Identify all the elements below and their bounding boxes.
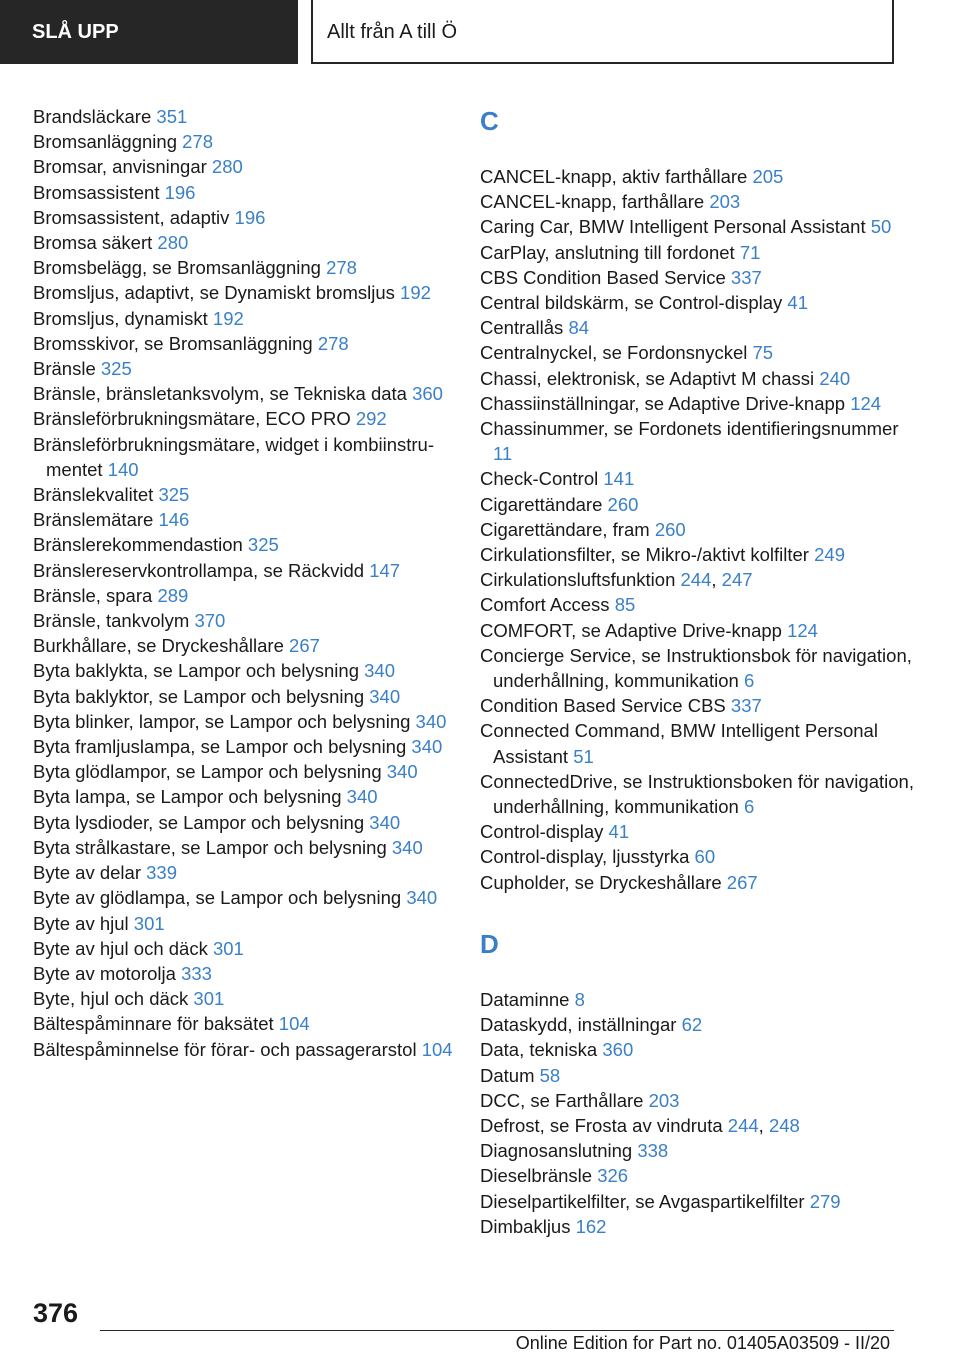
index-entry [33,482,453,507]
index-entry [33,1011,453,1036]
index-entry [33,1037,453,1062]
index-entry [480,1063,920,1088]
index-entry-term: Byte, hjul och däck [33,988,189,1010]
index-entry-term: Data, tekniska [480,1039,598,1061]
page-reference-link[interactable]: 141 [603,468,635,490]
page-reference-link[interactable]: 147 [369,559,401,581]
page-reference-link[interactable]: 301 [212,937,244,959]
index-entry [33,255,453,280]
index-entry [33,406,453,431]
index-entry-term: Centrallås [480,317,564,339]
index-entry [33,784,453,809]
page-reference-link[interactable]: 249 [814,544,845,566]
page-reference-link[interactable]: 289 [157,584,189,606]
page-reference-link[interactable]: 146 [158,509,190,531]
page-number: 376 [33,1298,79,1328]
page-reference-link[interactable]: 205 [752,166,784,187]
page-reference-link[interactable]: 278 [317,332,349,354]
page-reference-link[interactable]: 325 [158,484,190,506]
index-entry-term: Byta framljuslampa, se Lampor och belysning [33,736,407,758]
index-entry-term: Comfort Access [480,594,610,616]
page-reference-link[interactable]: 60 [694,846,716,868]
index-entry-term: Byta glödlampor, se Lampor och belysning [33,761,382,783]
index-entry [33,381,453,406]
index-entry [480,416,920,466]
index-entry [33,709,453,734]
index-entry-term: Defrost, se Frosta av vindruta [480,1114,723,1136]
index-entry-term: Dimbakljus [480,1215,571,1237]
page-reference-link[interactable]: 247 [721,569,753,591]
index-entry-term: Chassiinställningar, se Adaptive Drive-knapp [480,392,846,414]
page-reference-link[interactable]: 280 [157,232,189,254]
index-entry-term: Bromsassistent, adaptiv [33,206,230,228]
page-reference-link[interactable]: 301 [193,988,225,1010]
index-entry-term: Bromsskivor, se Bromsanläggning [33,332,313,354]
page-reference-link[interactable]: 325 [247,534,279,556]
page-reference-link[interactable]: 279 [809,1190,841,1212]
index-entry [33,835,453,860]
index-entry [480,265,920,290]
index-entry [33,180,453,205]
index-column-right [480,100,920,1239]
page-reference-link[interactable]: 267 [289,635,320,657]
index-entry-term: Byte av glödlampa, se Lampor och belysning [33,887,402,909]
index-entry-term: Byta lysdioder, se Lampor och belysning [33,811,365,833]
index-entry [33,507,453,532]
index-entry-term: Cirkulationsluftsfunktion [480,569,676,591]
index-entry-term: Bromsassistent [33,181,160,203]
index-entry [480,1163,920,1188]
index-entry [33,356,453,381]
index-entry [33,532,453,557]
index-entry-term: Bränslemätare [33,509,154,531]
page-reference-link[interactable]: 162 [575,1215,607,1237]
index-entry-term: Bromsljus, dynamiskt [33,307,208,329]
index-entry: Cirkulationsluftsfunktion 244, 247 [480,569,753,591]
index-entry-term: Bränslerekommendastion [33,534,243,556]
index-entry [480,315,920,340]
index-entry-term: Cigarettändare, fram [480,518,650,540]
index-entry-term: Cirkulationsfilter, se Mikro-/aktivt kolfilter [480,544,809,566]
index-entry-term: CANCEL-knapp, farthållare [480,191,705,213]
index-entry [33,129,453,154]
index-entry [480,1037,920,1062]
index-entry [33,104,453,129]
index-entry [480,517,920,542]
page-reference-link[interactable]: 370 [194,610,226,632]
index-entry [33,810,453,835]
index-entry [480,1012,920,1037]
index-column-left [33,104,453,1062]
page-reference-link[interactable]: 340 [415,710,447,732]
index-entry [480,366,920,391]
index-entry-term: Chassinummer, se Fordonets identifieringsnummer [480,418,899,440]
index-entry-term: Bränsle [33,358,96,380]
index-entry-term: COMFORT, se Adaptive Drive-knapp [480,619,782,641]
page-reference-link[interactable]: 50 [870,216,892,238]
page-reference-link[interactable]: 338 [637,1140,669,1162]
index-entry-term: Control-display, ljusstyrka [480,846,690,868]
page-reference-link[interactable]: 240 [819,367,851,389]
index-entry-term: Dataminne [480,988,570,1010]
index-entry [33,936,453,961]
index-entry-term: Bränsleförbrukningsmätare, ECO PRO [33,408,351,430]
index-entry-term: Bränslereservkontrollampa, se Räckvidd [33,559,365,581]
page-reference-link[interactable]: 196 [164,181,196,203]
index-entry-term: Cupholder, se Dryckeshållare [480,871,722,893]
index-entry-term: Bromsar, anvisningar [33,156,207,178]
index-entry [33,734,453,759]
page-reference-link[interactable]: 280 [211,156,243,178]
page-reference-link[interactable]: 333 [181,962,212,984]
index-entry [480,987,920,1012]
page-reference-link[interactable]: 6 [743,796,755,818]
index-entry [33,986,453,1011]
index-entry-term: Bränsle, spara [33,584,153,606]
index-entry [480,492,920,517]
index-entry-term: Bränsleförbrukningsmätare, widget i kombiinstrumentet [33,433,435,480]
page-reference-link[interactable]: 340 [406,887,438,909]
index-entry [480,769,920,819]
index-entry-term: Bränsle, tankvolym [33,610,190,632]
index-entry-term: Control-display [480,821,604,843]
index-entry [33,331,453,356]
index-entry [480,1088,920,1113]
index-entry-term: Caring Car, BMW Intelligent Personal Assistant [480,216,866,238]
index-entry [33,558,453,583]
index-entry [480,391,920,416]
index-entry [33,633,453,658]
index-entry-term: Bromsanläggning [33,131,177,153]
page-reference-link[interactable]: 278 [182,131,213,153]
page-reference-link[interactable]: 326 [597,1165,629,1187]
index-entry [33,885,453,910]
index-entry [480,1214,920,1239]
page-reference-link[interactable]: 340 [386,761,418,783]
index-entry-term: Byte av hjul [33,912,129,934]
section-letter-heading: C [480,106,499,136]
index-entry [480,870,920,895]
index-entry [480,189,920,214]
page-reference-link[interactable]: 71 [739,241,761,263]
page-reference-link[interactable]: 260 [654,518,686,540]
index-entry [480,240,920,265]
index-entry [480,844,920,869]
index-entry-term: Bränsle, bränsletanksvolym, se Tekniska data [33,383,407,405]
index-entry [480,340,920,365]
index-entry-term: Byta strålkastare, se Lampor och belysning [33,836,387,858]
index-entry [33,860,453,885]
index-entry-term: Connected Command, BMW Intelligent Personal Assistant [480,720,878,767]
index-entry-term: Dieselbränsle [480,1165,593,1187]
page-reference-link[interactable]: 11 [493,443,513,465]
index-entry-term: Bromsbelägg, se Bromsanläggning [33,257,321,279]
page-reference-link[interactable]: 340 [369,685,401,707]
index-entry-term: Bältespåminnare för baksätet [33,1013,274,1035]
page-reference-link[interactable]: 292 [355,408,387,430]
index-entry-term: Burkhållare, se Dryckeshållare [33,635,284,657]
header-tabbar [0,0,960,66]
index-entry-term: Bromsljus, adaptivt, se Dynamiskt bromsljus [33,282,395,304]
tab-sla-upp[interactable]: SLÅ UPP [0,0,298,64]
index-entry [480,542,920,567]
page-reference-link[interactable]: 192 [400,282,431,304]
index-entry [33,583,453,608]
index-entry [33,911,453,936]
index-entry [33,658,453,683]
index-entry [480,290,920,315]
index-entry-term: Check-Control [480,468,599,490]
page-reference-link[interactable]: 244 [727,1114,759,1136]
index-entry-term: Byta baklyktor, se Lampor och belysning [33,685,365,707]
index-entry [33,684,453,709]
index-entry-term: Condition Based Service CBS [480,695,726,717]
page-reference-link[interactable]: 337 [730,695,762,717]
index-entry-term: Centralnyckel, se Fordonsnyckel [480,342,748,364]
index-entry-term: Datum [480,1064,535,1086]
page-reference-link[interactable]: 325 [100,358,132,380]
index-entry-term: Bältespåminnelse för förar- och passagerarstol [33,1038,417,1060]
page-reference-link[interactable]: 260 [607,493,639,515]
index-entry-term: Diagnosanslutning [480,1140,633,1162]
page-reference-link[interactable]: 267 [726,871,758,893]
page-reference-link[interactable]: 203 [648,1089,680,1111]
page-reference-link[interactable]: 340 [411,736,443,758]
page-reference-link[interactable]: 278 [326,257,357,279]
page-reference-link[interactable]: 6 [743,670,755,692]
page-reference-link[interactable]: 124 [787,619,818,641]
index-entry-term: Dataskydd, inställningar [480,1014,677,1036]
index-entry-term: Dieselpartikelfilter, se Avgaspartikelfilter [480,1190,805,1212]
index-entry-term: Byte av hjul och däck [33,937,208,959]
index-entry [33,432,453,482]
index-entry-term: Byta blinker, lampor, se Lampor och belysning [33,710,411,732]
index-entry-term: DCC, se Farthållare [480,1089,644,1111]
index-entry-term: CBS Condition Based Service [480,266,726,288]
page-reference-link[interactable]: 104 [421,1038,453,1060]
page-reference-link[interactable]: 41 [608,821,630,843]
page-reference-link[interactable]: 58 [539,1064,561,1086]
page-reference-link[interactable]: 360 [412,383,443,405]
index-entry [33,608,453,633]
index-entry [33,230,453,255]
index-entry-term: Concierge Service, se Instruktionsbok för navigation, underhållning, kommunikation [480,644,912,692]
index-entry-term: Byte av motorolja [33,962,176,984]
page-reference-link[interactable]: 84 [568,317,590,339]
index-entry: Defrost, se Frosta av vindruta 244, 248 [480,1114,800,1136]
page-reference-link[interactable]: 244 [680,569,712,591]
page-reference-link[interactable]: 104 [278,1013,310,1035]
page-reference-link[interactable]: 196 [234,206,266,228]
index-entry [480,718,920,768]
index-entry [480,819,920,844]
index-entry [480,618,920,643]
page-reference-link[interactable]: 203 [709,191,741,213]
page-reference-link[interactable]: 140 [107,458,139,480]
footer-edition: Online Edition for Part no. 01405A03509 - II/20 [515,1333,890,1353]
page-reference-link[interactable]: 85 [614,594,636,616]
index-entry-term: Bromsa säkert [33,232,153,254]
footer-divider [100,1330,894,1331]
index-entry-term: Byta baklykta, se Lampor och belysning [33,660,359,682]
page-reference-link[interactable]: 8 [574,988,585,1010]
page-reference-link[interactable]: 41 [787,292,808,314]
index-entry [480,214,920,239]
index-entry [33,759,453,784]
index-entry-term: ConnectedDrive, se Instruktionsboken för navigation, underhållning, kommunikation [480,770,914,818]
page-reference-link[interactable]: 351 [156,106,188,127]
page-reference-link[interactable]: 192 [212,307,244,329]
page-reference-link[interactable]: 62 [681,1014,703,1036]
index-entry [33,961,453,986]
index-entry [480,164,920,189]
page-reference-link[interactable]: 340 [369,811,401,833]
page-reference-link[interactable]: 301 [133,912,165,934]
section-letter-heading: D [480,928,499,959]
index-entry [33,205,453,230]
index-entry [480,592,920,617]
index-entry-term: Cigarettändare [480,493,603,515]
index-entry-term: Byte av delar [33,862,141,884]
index-entry [33,306,453,331]
index-entry-term: Central bildskärm, se Control-display [480,292,783,314]
page-reference-link[interactable]: 248 [768,1114,800,1136]
page-reference-link[interactable]: 340 [391,836,423,858]
index-entry [33,154,453,179]
index-entry [480,1138,920,1163]
index-entry [480,643,920,693]
index-entry [480,693,920,718]
index-entry [33,280,453,305]
page-reference-link[interactable]: 340 [346,786,378,808]
index-entry [480,1189,920,1214]
index-entry [480,466,920,491]
index-entry-term: Bränslekvalitet [33,484,154,506]
page-reference-link[interactable]: 360 [602,1039,634,1061]
page-reference-link[interactable]: 340 [364,660,395,682]
index-entry-term: CANCEL-knapp, aktiv farthållare [480,166,748,187]
index-entry-term: Chassi, elektronisk, se Adaptivt M chassi [480,367,815,389]
page-reference-link[interactable]: 51 [573,745,594,767]
page-reference-link[interactable]: 339 [146,862,177,884]
page-reference-link[interactable]: 124 [850,392,882,414]
page-reference-link[interactable]: 337 [730,266,762,288]
index-entry-term: Byta lampa, se Lampor och belysning [33,786,342,808]
page-reference-link[interactable]: 75 [752,342,774,364]
index-entry-term: CarPlay, anslutning till fordonet [480,241,735,263]
tab-allt-fran-a-till-o[interactable]: Allt från A till Ö [311,0,894,64]
index-entry-term: Brandsläckare [33,106,152,127]
